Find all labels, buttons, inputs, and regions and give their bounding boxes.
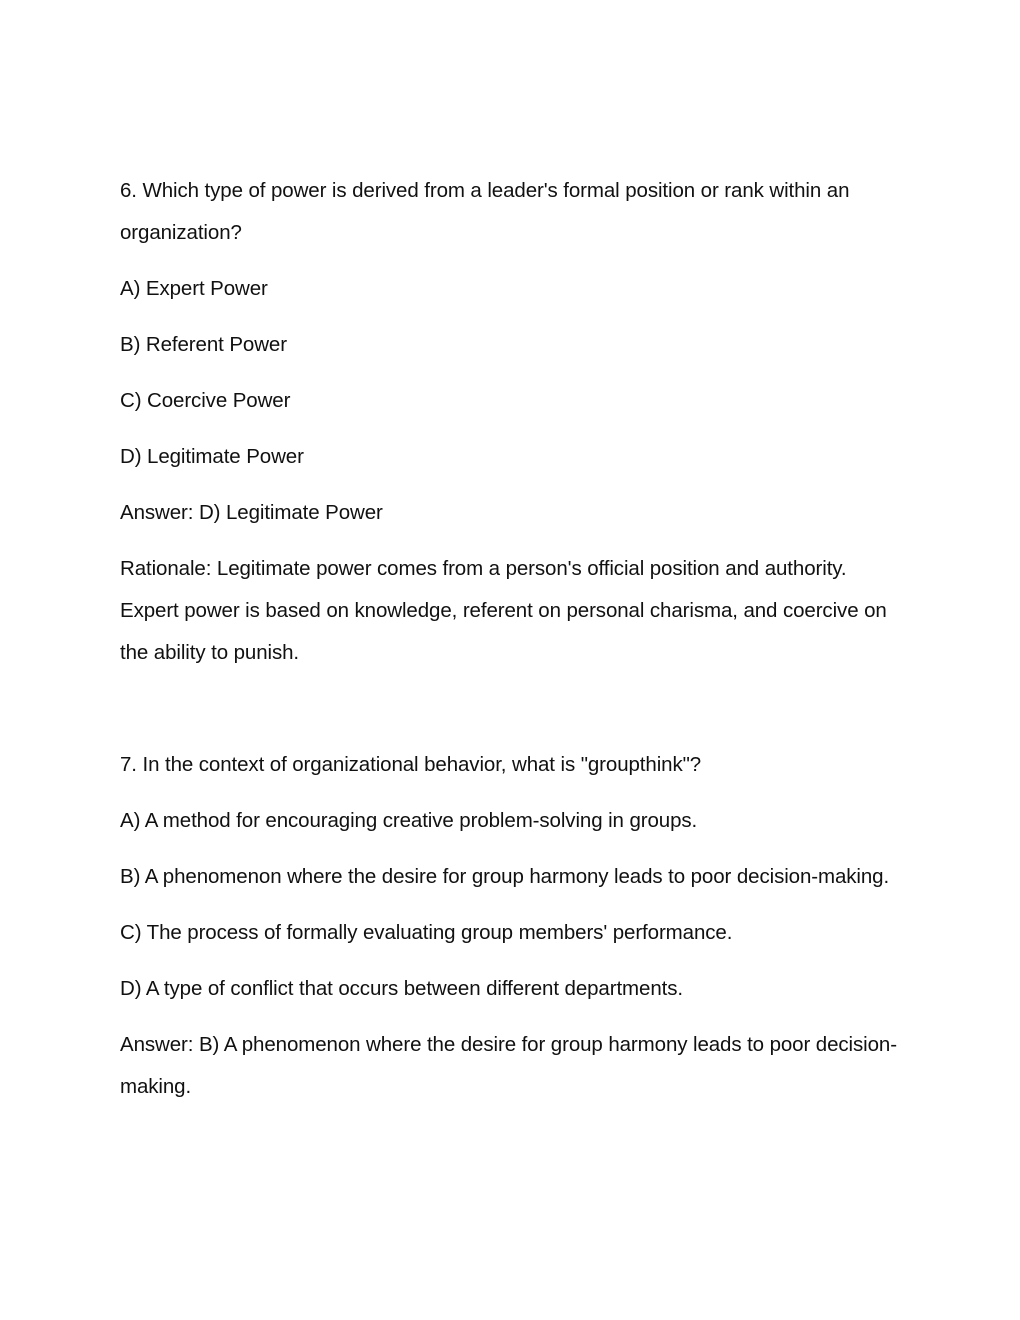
- answer-line: Answer: B) A phenomenon where the desire for group harmony leads to poor decision-making.: [120, 1033, 897, 1098]
- option-a: A) Expert Power: [120, 277, 268, 300]
- question-prompt: 7. In the context of organizational behavior, what is "groupthink"?: [120, 753, 702, 776]
- option-d: D) A type of conflict that occurs between different departments.: [120, 977, 683, 1000]
- question-6: [120, 170, 910, 674]
- rationale-text: Rationale: Legitimate power comes from a person's official position and authority. Expert power is based on knowledge, referent on personal charisma, and coercive on the ability to punish.: [120, 557, 887, 664]
- answer-line: Answer: D) Legitimate Power: [120, 501, 383, 524]
- option-c: C) Coercive Power: [120, 389, 291, 412]
- question-7: [120, 744, 910, 1108]
- document-page: [120, 170, 910, 1108]
- option-b: B) A phenomenon where the desire for group harmony leads to poor decision-making.: [120, 865, 890, 888]
- option-b: B) Referent Power: [120, 333, 287, 356]
- option-c: C) The process of formally evaluating group members' performance.: [120, 921, 733, 944]
- question-prompt: 6. Which type of power is derived from a leader's formal position or rank within an organization?: [120, 179, 850, 244]
- option-d: D) Legitimate Power: [120, 445, 304, 468]
- option-a: A) A method for encouraging creative problem-solving in groups.: [120, 809, 698, 832]
